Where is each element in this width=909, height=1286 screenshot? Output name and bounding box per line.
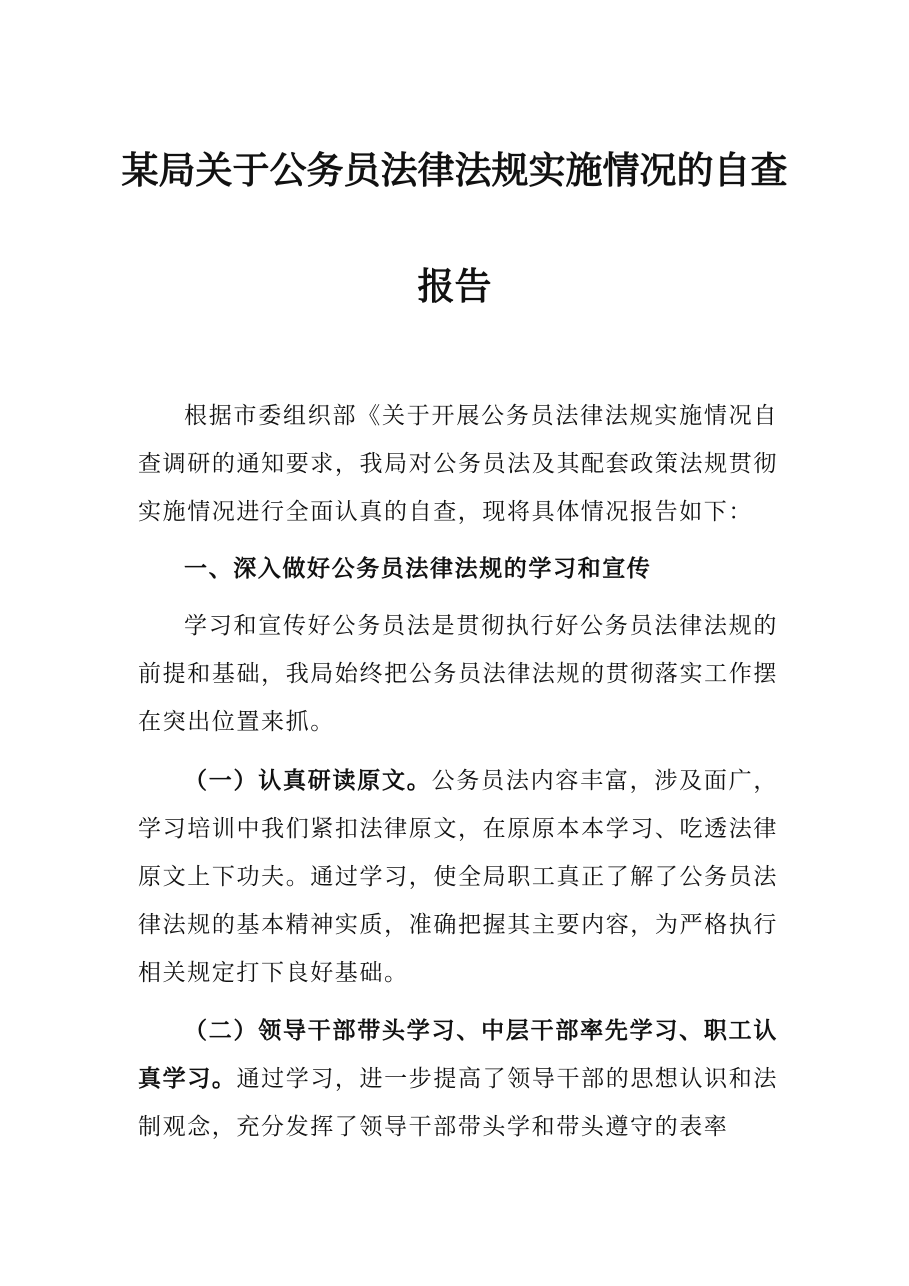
- item-1-body: 公务员法内容丰富，涉及面广，学习培训中我们紧扣法律原文，在原原本本学习、吃透法律原文上下功夫。通过学习，使全局职工真正了解了公务员法律法规的基本精神实质，准确把握其主要内容，为严格执行相关规定打下良好基础。: [138, 768, 778, 986]
- section-1-body: 学习和宣传好公务员法是贯彻执行好公务员法律法规的前提和基础，我局始终把公务员法律法规的贯彻落实工作摆在突出位置来抓。: [138, 613, 778, 735]
- document-title-line-1: 某局关于公务员法律法规实施情况的自查: [121, 148, 788, 192]
- item-2-lead: （二）领导干部带头学习、中层干部率先学习、职工认真学习。: [138, 1017, 778, 1092]
- section-1-heading-text: 一、深入做好公务员法律法规的学习和宣传: [184, 555, 652, 582]
- item-2-paragraph: [138, 1007, 778, 1151]
- intro-paragraph: 根据市委组织部《关于开展公务员法律法规实施情况自查调研的通知要求，我局对公务员法及其配套政策法规贯彻实施情况进行全面认真的自查，现将具体情况报告如下：: [138, 403, 778, 525]
- item-1-paragraph: [138, 757, 778, 997]
- document-title-line-2: 报告: [417, 264, 492, 308]
- item-2-body: 通过学习，进一步提高了领导干部的思想认识和法制观念，充分发挥了领导干部带头学和带头遵守的表率: [138, 1066, 778, 1140]
- item-1-lead: （一）认真研读原文。: [184, 767, 432, 794]
- section-1-heading: [138, 545, 778, 593]
